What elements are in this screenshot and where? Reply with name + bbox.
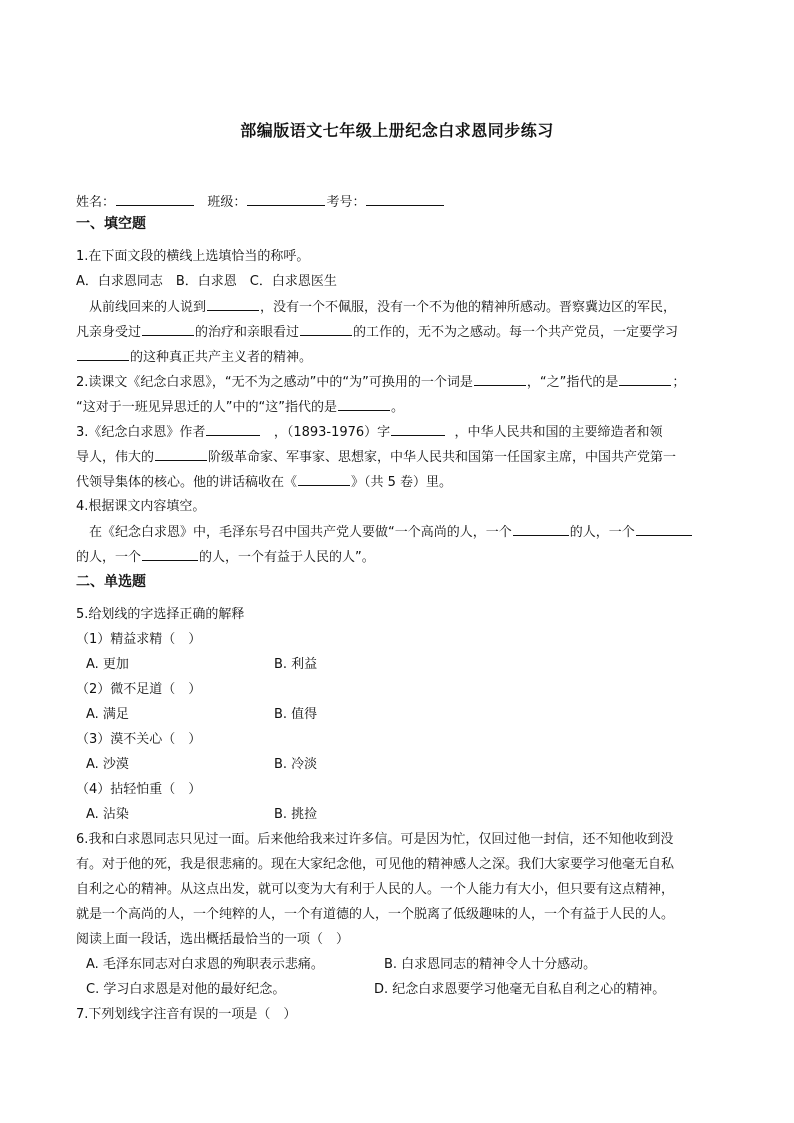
q6-passage-line: 6.我和白求恩同志只见过一面。后来他给我来过许多信。可是因为忙，仅回过他一封信，还不知他收到没 [76, 832, 674, 847]
q4-line-2: 的人，一个 的人，一个有益于人民的人”。 [76, 550, 375, 565]
q1-stem: 1.在下面文段的横线上选填恰当的称呼。 [76, 249, 310, 264]
q6-passage-line: 就是一个高尚的人，一个纯粹的人，一个有道德的人，一个脱离了低级趣味的人，一个有益于人民的人。 [76, 907, 675, 922]
fill-blank [474, 373, 526, 386]
q5-stem: 5.给划线的字选择正确的解释 [76, 607, 245, 622]
q5-option-a[interactable]: A. 沙漠 [86, 757, 129, 772]
fill-blank [155, 448, 207, 461]
q5-option-b[interactable]: B. 利益 [274, 657, 318, 672]
q1-passage-line-1: 从前线回来的人说到 ，没有一个不佩服，没有一个不为他的精神所感动。晋察冀边区的军民， [76, 300, 677, 315]
fill-blank [206, 423, 260, 436]
fill-blank [391, 423, 445, 436]
fill-blank [513, 523, 569, 536]
q2-line-1: 2.读课文《纪念白求恩》，“无不为之感动”中的“为”可换用的一个词是 ，“之”指代的是 ； [76, 375, 686, 390]
q6-option-a[interactable]: A. 毛泽东同志对白求恩的殉职表示悲痛。 [86, 957, 324, 972]
page-title: 部编版语文七年级上册纪念白求恩同步练习 [240, 121, 554, 140]
q6-question: 阅读上面一段话，选出概括最恰当的一项（ ） [76, 932, 350, 947]
fill-blank [636, 523, 692, 536]
fill-blank [207, 298, 259, 311]
q3-line-3: 代领导集体的核心。他的讲话稿收在《 》（共 5 卷）里。 [76, 475, 453, 490]
fill-blank [298, 473, 350, 486]
q2-line-2: “这对于一班见异思迁的人”中的“这”指代的是 。 [76, 400, 404, 415]
q4-stem: 4.根据课文内容填空。 [76, 499, 206, 514]
fill-blank [142, 548, 198, 561]
q5-item-label: （1）精益求精（ ） [76, 632, 202, 647]
q6-option-c[interactable]: C. 学习白求恩是对他的最好纪念。 [86, 982, 286, 997]
q6-passage-line: 自利之心的精神。从这点出发，就可以变为大有利于人民的人。一个人能力有大小，但只要有这点精神， [76, 882, 675, 897]
q3-line-1: 3.《纪念白求恩》作者 ，（1893-1976）字 ，中华人民共和国的主要缔造者和领 [76, 425, 663, 440]
fill-blank [142, 323, 194, 336]
class-blank [247, 193, 325, 206]
q6-passage-line: 有。对于他的死，我是很悲痛的。现在大家纪念他，可见他的精神感人之深。我们大家要学习他毫无自私 [76, 857, 675, 872]
q5-option-a[interactable]: A. 沾染 [86, 807, 129, 822]
q5-option-b[interactable]: B. 挑捡 [274, 807, 318, 822]
fill-blank [300, 323, 352, 336]
q6-option-b[interactable]: B. 白求恩同志的精神令人十分感动。 [384, 957, 597, 972]
q5-option-a[interactable]: A. 更加 [86, 657, 129, 672]
q7-stem: 7.下列划线字注音有误的一项是（ ） [76, 1007, 297, 1022]
q4-line-1: 在《纪念白求恩》中，毛泽东号召中国共产党人要做“一个高尚的人，一个 的人，一个 [76, 523, 693, 542]
q1-passage-line-3: 的这种真正共产主义者的精神。 [76, 348, 312, 367]
q6-option-d[interactable]: D. 纪念白求恩要学习他毫无自私自利之心的精神。 [374, 982, 666, 997]
name-blank [116, 193, 194, 206]
fill-blank [619, 373, 671, 386]
q3-line-2: 导人，伟大的 阶级革命家、军事家、思想家，中华人民共和国第一任国家主席，中国共产党第一 [76, 450, 677, 465]
exam-number-blank [366, 193, 444, 206]
q5-item-label: （4）拈轻怕重（ ） [76, 782, 202, 797]
fill-blank [77, 348, 129, 361]
q5-item-label: （2）微不足道（ ） [76, 682, 202, 697]
q5-option-a[interactable]: A. 满足 [86, 707, 129, 722]
name-label: 姓名： [76, 195, 116, 210]
q1-passage-line-2: 凡亲身受过 的治疗和亲眼看过 的工作的，无不为之感动。每一个共产党员，一定要学习 [76, 325, 679, 340]
exam-number-label: 考号： [326, 195, 366, 210]
section-heading-fill-blank: 一、填空题 [76, 216, 146, 232]
q5-item-label: （3）漠不关心（ ） [76, 732, 202, 747]
q5-option-b[interactable]: B. 值得 [274, 707, 318, 722]
class-label: 班级： [207, 195, 247, 210]
section-heading-single-choice: 二、单选题 [76, 574, 146, 590]
fill-blank [338, 398, 390, 411]
student-info-row [76, 193, 445, 212]
q5-option-b[interactable]: B. 冷淡 [274, 757, 318, 772]
q1-options: A．白求恩同志 B．白求恩 C．白求恩医生 [76, 274, 337, 289]
